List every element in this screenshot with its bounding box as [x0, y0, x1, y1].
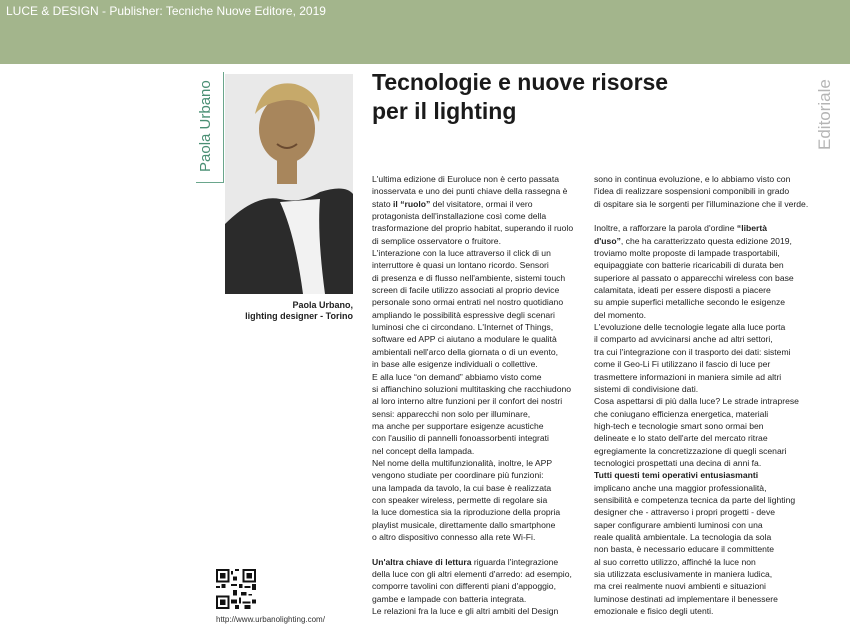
section-label: Editoriale — [815, 79, 834, 150]
text-line — [372, 247, 588, 259]
text-line — [372, 408, 588, 420]
text-run: equipaggiate con batterie ricaricabili di durata ben — [594, 260, 784, 271]
text-line — [594, 383, 810, 395]
text-line — [594, 432, 810, 444]
text-line — [372, 284, 588, 296]
text-run: reale qualità ambientale. La tecnologia da sola — [594, 531, 772, 542]
text-line — [372, 333, 588, 345]
text-run: egregiamente la concretizzazione di quegli scenari — [594, 445, 787, 456]
text-line — [594, 333, 810, 345]
text-line — [594, 395, 810, 407]
article-column-2 — [594, 173, 810, 617]
text-line — [372, 568, 588, 580]
text-line — [594, 457, 810, 469]
text-run: sensibilità e competenza tecnica da parte del lighting — [594, 494, 796, 505]
text-line — [372, 272, 588, 284]
text-run: di ospitare sia le sorgenti per l'illuminazione che il verde. — [594, 198, 809, 209]
text-line — [372, 482, 588, 494]
text-line — [594, 358, 810, 370]
text-run: di presenza e di flusso nell'ambiente, sistemi touch — [372, 272, 566, 283]
text-run: l'idea di realizzare sospensioni componibili in grado — [594, 186, 790, 197]
text-line — [372, 346, 588, 358]
text-line — [372, 185, 588, 197]
text-run: sensi: apparecchi non solo per illuminare, — [372, 408, 531, 419]
text-run: playlist musicale, direttamente dallo smartphone — [372, 519, 556, 530]
text-line — [372, 605, 588, 617]
text-run: luminose destinati ad implementare il benessere — [594, 593, 778, 604]
text-run: saper configurare ambienti luminosi con una — [594, 519, 763, 530]
text-run: ambientali nell'arco della giornata o di un evento, — [372, 346, 559, 357]
author-name-vertical-box — [187, 72, 225, 182]
text-line — [372, 556, 588, 568]
text-run: screen di facile utilizzo associati al proprio device — [372, 285, 560, 296]
text-line — [594, 568, 810, 580]
text-line — [372, 543, 588, 555]
bold-phrase: Un'altra chiave di lettura — [372, 556, 472, 567]
text-line — [372, 173, 588, 185]
text-line — [594, 445, 810, 457]
text-run: emozionale e fisico degli utenti. — [594, 606, 714, 617]
text-run: trasformazione del proprio habitat, superando il ruolo — [372, 223, 574, 234]
text-line — [594, 259, 810, 271]
text-line — [372, 198, 588, 210]
text-run: Nel nome della multifunzionalità, inoltre, le APP — [372, 457, 553, 468]
text-line — [594, 173, 810, 185]
text-line — [372, 432, 588, 444]
text-line — [594, 346, 810, 358]
text-run: high-tech e tecnologie smart sono ormai ben — [594, 420, 764, 431]
bold-phrase: d'uso” — [594, 235, 621, 246]
text-run: Inoltre, a rafforzare la parola d'ordine — [594, 223, 737, 234]
text-line — [372, 296, 588, 308]
text-run: non basta, è necessario educare il committente — [594, 544, 775, 555]
text-line — [372, 519, 588, 531]
text-line — [594, 222, 810, 234]
text-line — [372, 506, 588, 518]
text-run: si affianchino soluzioni multitasking che racchiudono — [372, 383, 572, 394]
text-run: software ed APP ci aiutano a modulare le qualità — [372, 334, 557, 345]
text-line — [594, 371, 810, 383]
author-name-vertical: Paola Urbano — [197, 80, 214, 172]
text-run: interruttore è quasi un lontano ricordo. Sensori — [372, 260, 549, 271]
text-run: L'evoluzione delle tecnologie legate alla luce porta — [594, 322, 786, 333]
text-line — [372, 371, 588, 383]
text-run: Cosa aspettarsi di più dalla luce? Le strade intraprese — [594, 396, 799, 407]
text-run: del momento. — [594, 309, 647, 320]
text-run: comporre tavolini con differenti piani d'appoggio, — [372, 581, 556, 592]
text-line — [372, 321, 588, 333]
text-line — [594, 543, 810, 555]
text-run: con speaker wireless, permette di regolare sia — [372, 494, 548, 505]
page-title: LUCE & DESIGN - Publisher: Tecniche Nuove Editore, 2019 — [6, 4, 326, 18]
text-line — [594, 309, 810, 321]
text-line — [372, 445, 588, 457]
text-line — [372, 420, 588, 432]
text-line — [372, 531, 588, 543]
text-run: o altro dispositivo connesso alla rete Wi-Fi. — [372, 531, 536, 542]
text-run: implicano anche una maggior professionalità, — [594, 482, 767, 493]
text-run: vengono studiate per coordinare più funzioni: — [372, 470, 544, 481]
text-line — [372, 457, 588, 469]
text-run: il comparto ad avvicinarsi anche ad altri settori, — [594, 334, 773, 345]
text-run: su ampie superfici metalliche secondo le esigenze — [594, 297, 786, 308]
text-line — [594, 556, 810, 568]
text-line — [594, 247, 810, 259]
article-title-line-2: per il lighting — [372, 98, 517, 124]
text-run: una lampada da tavolo, la cui base è realizzata — [372, 482, 552, 493]
text-line — [372, 469, 588, 481]
text-run: L'ultima edizione di Euroluce non è certo passata — [372, 174, 559, 184]
text-run: , che ha caratterizzato questa edizione 2019, — [620, 235, 792, 246]
text-run: al suo corretto utilizzo, affinché la luce non — [594, 556, 756, 567]
article-title-line-1: Tecnologie e nuove risorse — [372, 69, 669, 95]
text-run: della luce con gli altri elementi d'arredo: ad esempio, — [372, 569, 572, 579]
text-run: sia utilizzata esclusivamente in maniera ludica, — [594, 569, 773, 579]
text-line — [594, 593, 810, 605]
text-run: protagonista dell'installazione così come della — [372, 211, 547, 222]
text-line — [594, 185, 810, 197]
text-run: Le relazioni fra la luce e gli altri ambiti del Design — [372, 606, 559, 617]
text-run: designer che - attraverso i propri progetti - deve — [594, 507, 776, 518]
text-run: ampliando le possibilità espressive degli scenari — [372, 309, 555, 320]
text-run: nel concept della lampada. — [372, 445, 475, 456]
text-line — [594, 494, 810, 506]
section-label-box — [805, 72, 843, 152]
text-run: troviamo molte proposte di lampade trasportabili, — [594, 248, 780, 259]
text-line — [372, 593, 588, 605]
text-run: come il Geo-Li Fi utilizzano il fascio di luce per — [594, 359, 771, 370]
text-line — [372, 494, 588, 506]
text-line — [594, 272, 810, 284]
text-line — [594, 235, 810, 247]
author-divider-horizontal — [196, 182, 224, 183]
text-run: riguarda l'integrazione — [471, 556, 559, 567]
text-run: trasmettere informazioni in maniera simile ad altri — [594, 371, 782, 382]
text-run: luminosi che ci circondano. L'Internet of Things, — [372, 322, 554, 333]
text-run: al loro interno altre funzioni per il confort dei nostri — [372, 396, 563, 407]
text-run: del visitatore, ormai il vero — [430, 198, 533, 209]
text-line — [372, 395, 588, 407]
author-portrait-illustration — [225, 74, 353, 294]
author-caption — [225, 300, 353, 322]
text-line — [594, 531, 810, 543]
text-run: di semplice osservatore o fruitore. — [372, 235, 501, 246]
text-line — [594, 605, 810, 617]
text-run: la luce domestica sia la riproduzione della propria — [372, 507, 561, 518]
text-run: sistemi di condivisione dati. — [594, 383, 699, 394]
text-line — [372, 259, 588, 271]
text-line — [594, 321, 810, 333]
text-line — [594, 519, 810, 531]
text-run: L'interazione con la luce attraverso il click di un — [372, 248, 551, 259]
text-run: ma anche per supportare esigenze acustiche — [372, 420, 544, 431]
text-run: che coniugano efficienza energetica, materiali — [594, 408, 769, 419]
text-line — [594, 296, 810, 308]
text-run: personale sono ormai entrati nel nostro quotidiano — [372, 297, 564, 308]
text-line — [372, 222, 588, 234]
text-run: calamitata, ideati per essere disposti a piacere — [594, 285, 771, 296]
text-run: stato — [372, 198, 394, 209]
bold-phrase: Tutti questi temi operativi entusiasmanti — [594, 470, 759, 481]
qr-code — [216, 569, 256, 609]
text-run: in base alle esigenze individuali o collettive. — [372, 359, 538, 370]
text-line — [594, 210, 810, 222]
text-line — [594, 198, 810, 210]
bold-phrase: il “ruolo” — [393, 198, 431, 209]
text-line — [372, 383, 588, 395]
text-run: gambe e lampade con batteria integrata. — [372, 593, 527, 604]
bold-phrase: “libertà — [736, 223, 767, 234]
text-line — [594, 284, 810, 296]
text-run: E alla luce “on demand” abbiamo visto come — [372, 371, 542, 382]
text-run: ma crei realmente nuovi ambienti e situazioni — [594, 581, 766, 592]
article-title — [372, 68, 792, 126]
article-column-1 — [372, 173, 588, 617]
text-run: delineate e lo stato dell'arte del mercato ritrae — [594, 433, 768, 444]
top-bar — [0, 0, 850, 64]
author-photo — [225, 74, 353, 294]
text-line — [594, 469, 810, 481]
text-run: sono in continua evoluzione, e lo abbiamo visto con — [594, 174, 791, 184]
text-line — [372, 358, 588, 370]
text-line — [372, 235, 588, 247]
text-line — [372, 309, 588, 321]
text-line — [594, 506, 810, 518]
text-run: con l'ausilio di pannelli fonoassorbenti integrati — [372, 433, 549, 444]
text-line — [594, 408, 810, 420]
text-line — [594, 482, 810, 494]
text-run: tecnologici prospettati una decina di anni fa. — [594, 457, 762, 468]
text-run: tra cui l'integrazione con il trasporto dei dati: sistemi — [594, 346, 791, 357]
caption-role: lighting designer - Torino — [245, 311, 353, 321]
text-line — [372, 210, 588, 222]
text-line — [372, 580, 588, 592]
footer-url: http://www.urbanolighting.com/ — [216, 615, 325, 624]
text-line — [594, 580, 810, 592]
caption-name: Paola Urbano, — [292, 300, 353, 310]
text-run: superiore al passato o apparecchi wireless con base — [594, 272, 794, 283]
text-line — [594, 420, 810, 432]
text-run: inosservata e uno dei punti chiave della rassegna è — [372, 186, 568, 197]
